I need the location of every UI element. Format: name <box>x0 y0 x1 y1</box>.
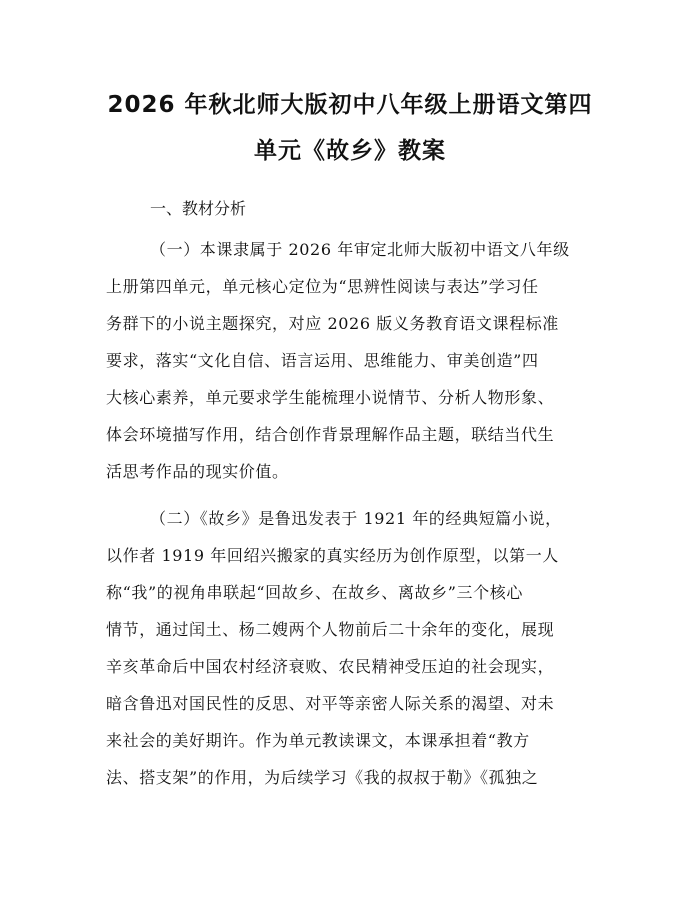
paragraph-2-line: 辛亥革命后中国农村经济衰败、农民精神受压迫的社会现实， <box>106 657 555 676</box>
paragraph-2-line: 称“我”的视角串联起“回故乡、在故乡、离故乡”三个核心 <box>106 583 523 602</box>
paragraph-2-line: 以作者 1919 年回绍兴搬家的真实经历为创作原型，以第一人 <box>106 546 559 565</box>
paragraph-1-line: 上册第四单元，单元核心定位为“思辨性阅读与表达”学习任 <box>106 277 539 296</box>
paragraph-1-line: 要求，落实“文化自信、语言运用、思维能力、审美创造”四 <box>106 351 539 370</box>
document-title-line-2: 单元《故乡》教案 <box>254 138 446 164</box>
document-title-line-1: 2026 年秋北师大版初中八年级上册语文第四 <box>107 92 593 118</box>
paragraph-1-line: （一）本课隶属于 2026 年审定北师大版初中语文八年级 <box>150 240 570 259</box>
paragraph-2-line: （二）《故乡》是鲁迅发表于 1921 年的经典短篇小说， <box>150 509 562 528</box>
paragraph-1-line: 务群下的小说主题探究，对应 2026 版义务教育语文课程标准 <box>106 314 559 333</box>
paragraph-1-line: 活思考作品的现实价值。 <box>106 462 289 481</box>
paragraph-2-line: 情节，通过闰土、杨二嫂两个人物前后二十余年的变化，展现 <box>106 620 555 639</box>
section-heading-textbook-analysis: 一、教材分析 <box>150 199 247 218</box>
paragraph-1-line: 大核心素养，单元要求学生能梳理小说情节、分析人物形象、 <box>106 388 555 407</box>
paragraph-2-line: 暗含鲁迅对国民性的反思、对平等亲密人际关系的渴望、对未 <box>106 694 555 713</box>
paragraph-1-line: 体会环境描写作用，结合创作背景理解作品主题，联结当代生 <box>106 425 555 444</box>
paragraph-2-line: 来社会的美好期许。作为单元教读课文，本课承担着“教方 <box>106 731 530 750</box>
paragraph-2-line: 法、搭支架”的作用，为后续学习《我的叔叔于勒》《孤独之 <box>106 768 539 787</box>
